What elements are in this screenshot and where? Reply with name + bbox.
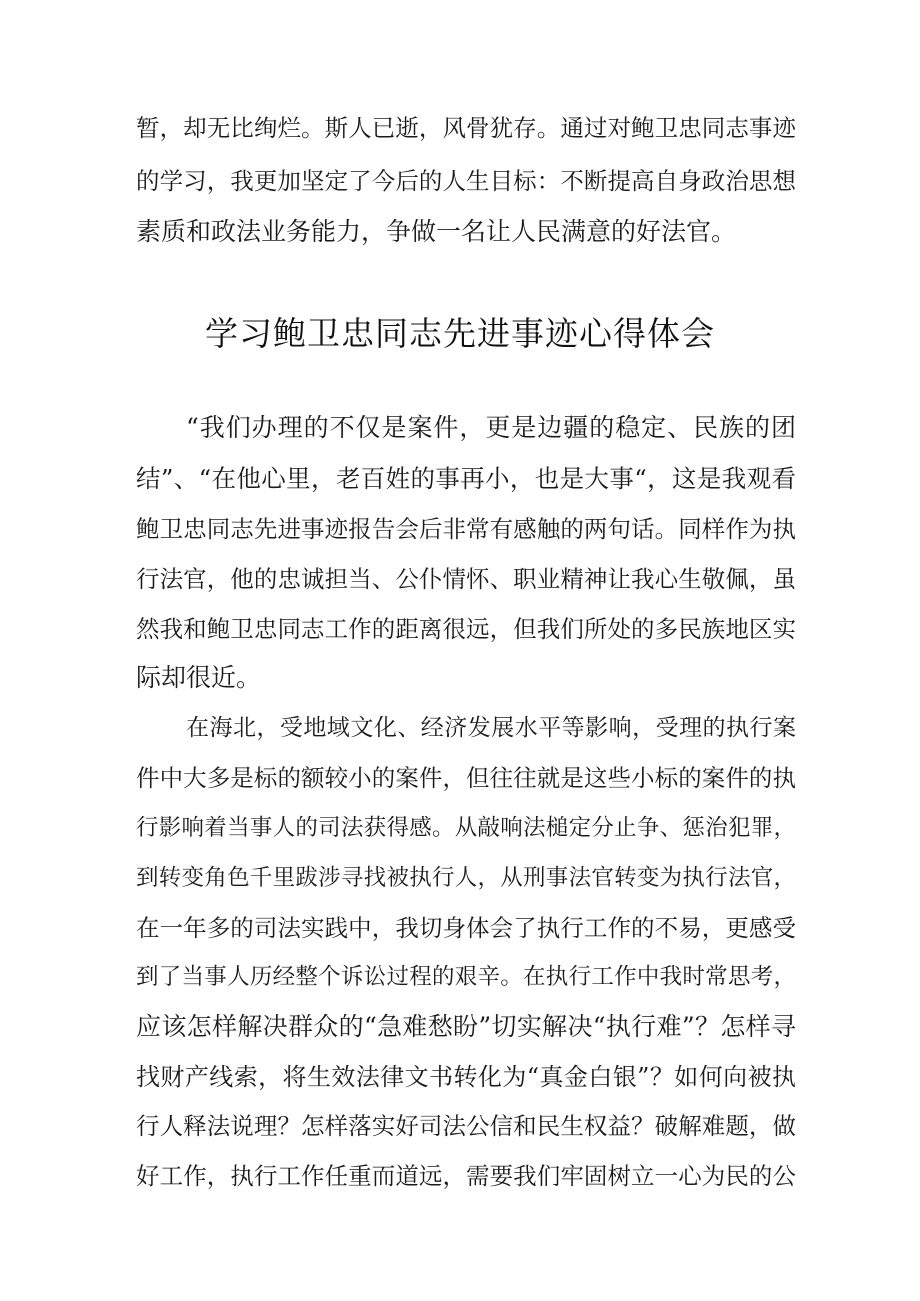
paragraph1-line-1: “我们办理的不仅是案件，更是边疆的稳定、民族的团 (186, 413, 796, 442)
paragraph2-line-5: 在一年多的司法实践中，我切身体会了执行工作的不易，更感受 (136, 914, 796, 942)
paragraph2-line-2: 件中大多是标的额较小的案件，但往往就是这些小标的案件的执 (136, 764, 796, 792)
section1-line-2: 的学习，我更加坚定了今后的人生目标：不断提高自身政治思想 (136, 167, 796, 195)
paragraph2-line-1: 在海北，受地域文化、经济发展水平等影响，受理的执行案 (186, 715, 796, 741)
section1-line-3: 素质和政法业务能力，争做一名让人民满意的好法官。 (136, 217, 737, 246)
paragraph2-line-9: 行人释法说理？怎样落实好司法公信和民生权益？破解难题，做 (136, 1112, 796, 1140)
paragraph1-line-6: 际却很近。 (136, 663, 262, 692)
article-title: 学习鲍卫忠同志先进事迹心得体会 (205, 314, 715, 353)
paragraph1-line-4: 行法官，他的忠诚担当、公仆情怀、职业精神让我心生敬佩，虽 (136, 565, 796, 593)
paragraph2-line-6: 到了当事人历经整个诉讼过程的艰辛。在执行工作中我时常思考， (136, 964, 796, 990)
paragraph2-line-7: 应该怎样解决群众的“急难愁盼”切实解决“执行难”？怎样寻 (136, 1012, 796, 1041)
paragraph2-line-4: 到转变角色千里跋涉寻找被执行人，从刑事法官转变为执行法官， (136, 865, 796, 891)
paragraph1-line-2: 结”、“在他心里，老百姓的事再小，也是大事“，这是我观看 (136, 464, 796, 493)
paragraph2-line-3: 行影响着当事人的司法获得感。从敲响法槌定分止争、惩治犯罪， (136, 815, 796, 841)
paragraph2-line-8: 找财产线索，将生效法律文书转化为“真金白银”？如何向被执 (136, 1063, 796, 1091)
paragraph1-line-5: 然我和鲍卫忠同志工作的距离很远，但我们所处的多民族地区实 (136, 615, 796, 643)
section1-line-1: 暂，却无比绚烂。斯人已逝，风骨犹存。通过对鲍卫忠同志事迹 (136, 114, 796, 142)
paragraph1-line-3: 鲍卫忠同志先进事迹报告会后非常有感触的两句话。同样作为执 (136, 515, 796, 543)
paragraph2-line-10: 好工作，执行工作任重而道远，需要我们牢固树立一心为民的公 (136, 1162, 796, 1190)
